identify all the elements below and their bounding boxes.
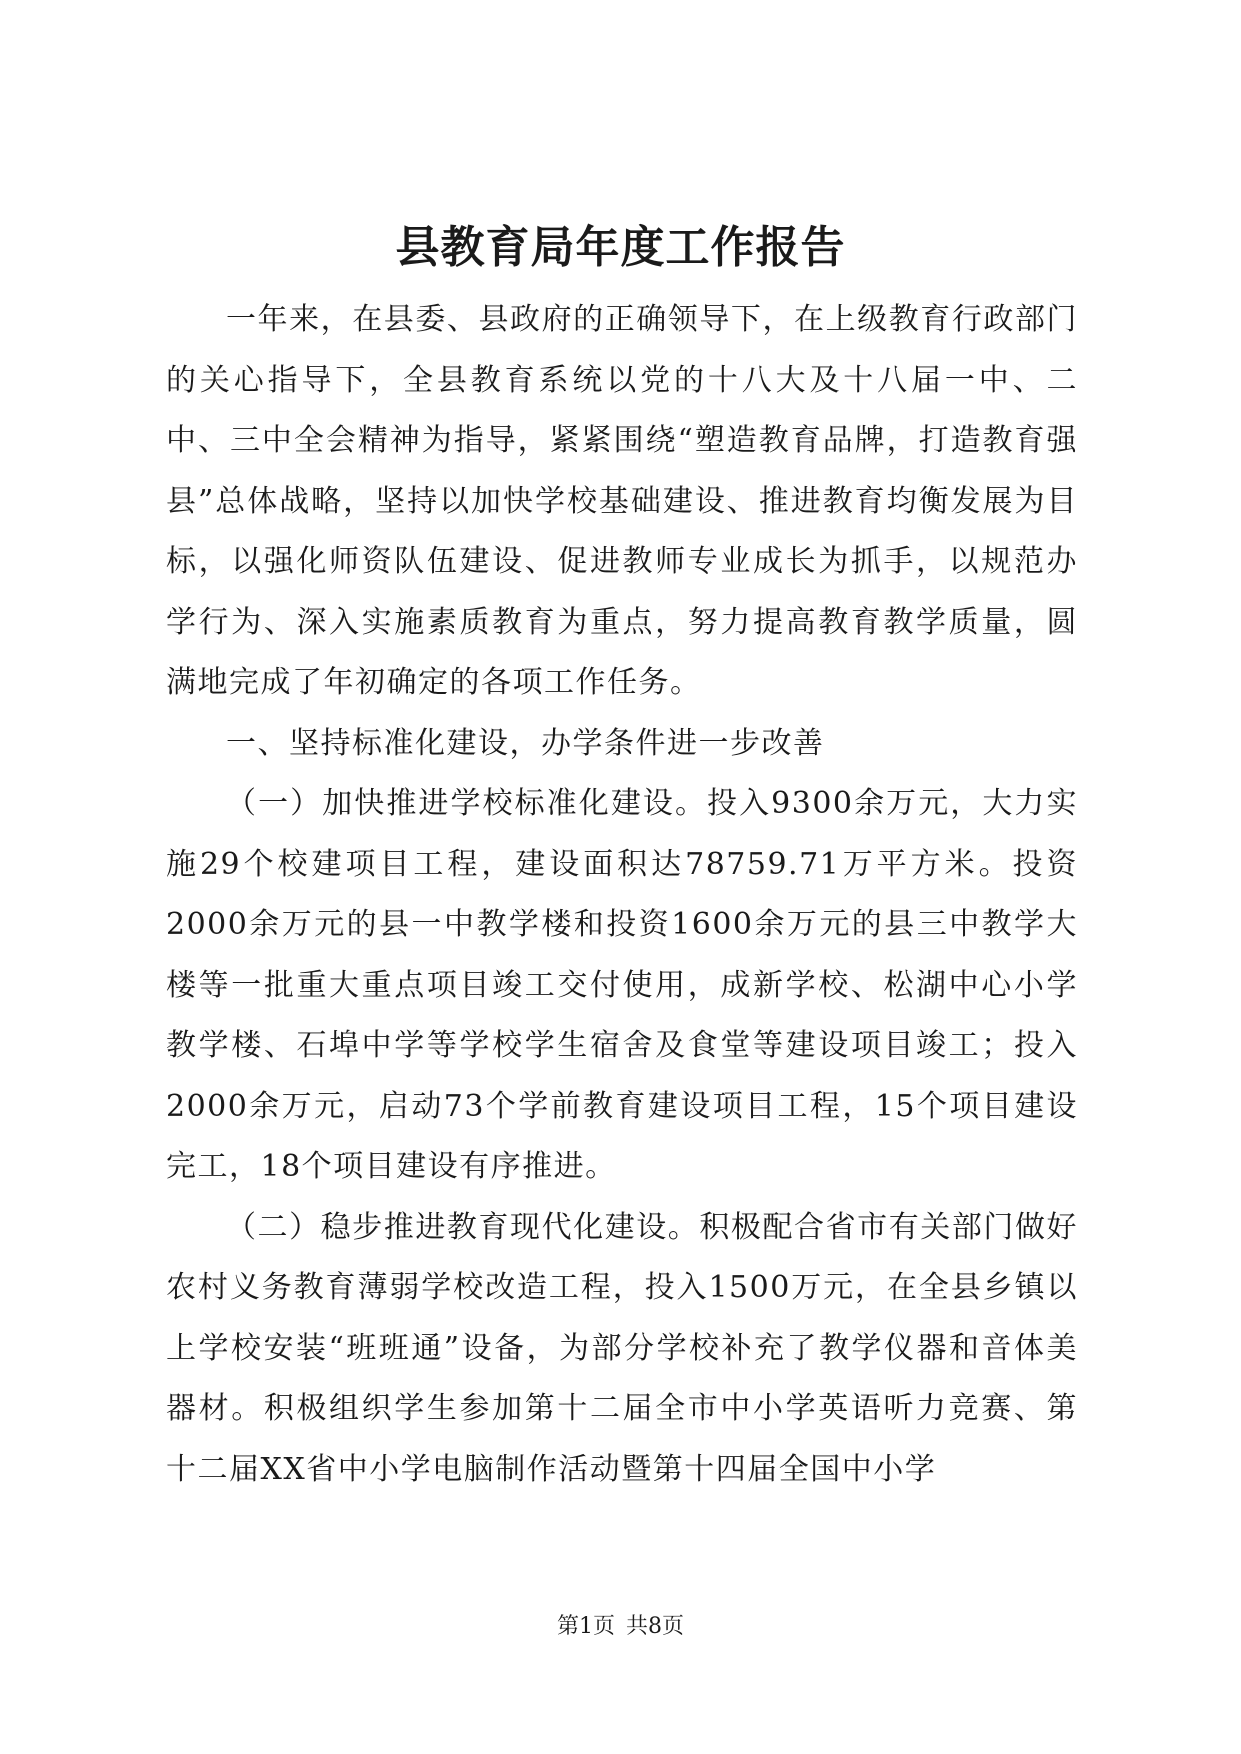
page-number: 第1页: [557, 1614, 615, 1639]
document-body: [166, 290, 1078, 1500]
paragraph-intro: 一年来，在县委、县政府的正确领导下，在上级教育行政部门的关心指导下，全县教育系统以党的十八大及十八届一中、二中、三中全会精神为指导，紧紧围绕“塑造教育品牌，打造教育强县”总体战略，坚持以加快学校基础建设、推进教育均衡发展为目标，以强化师资队伍建设、促进教师专业成长为抓手，以规范办学行为、深入实施素质教育为重点，努力提高教育教学质量，圆满地完成了年初确定的各项工作任务。: [166, 302, 1078, 700]
paragraph-subsection-2: （二）稳步推进教育现代化建设。积极配合省市有关部门做好农村义务教育薄弱学校改造工程，投入1500万元，在全县乡镇以上学校安装“班班通”设备，为部分学校补充了教学仪器和音体美器材。积极组织学生参加第十二届全市中小学英语听力竞赛、第十二届XX省中小学电脑制作活动暨第十四届全国中小学: [166, 1209, 1078, 1487]
paragraph-subsection-1: （一）加快推进学校标准化建设。投入9300余万元，大力实施29个校建项目工程，建设面积达78759.71万平方米。投资2000余万元的县一中教学楼和投资1600余万元的县三中教学大楼等一批重大重点项目竣工交付使用，成新学校、松湖中心小学教学楼、石埠中学等学校学生宿舍及食堂等建设项目竣工；投入2000余万元，启动73个学前教育建设项目工程，15个项目建设完工，18个项目建设有序推进。: [166, 786, 1078, 1184]
section-heading-1: 一、坚持标准化建设，办学条件进一步改善: [226, 725, 825, 761]
page-footer: [0, 1612, 1241, 1642]
page-total: 共8页: [626, 1614, 684, 1639]
document-title: 县教育局年度工作报告: [395, 222, 846, 273]
